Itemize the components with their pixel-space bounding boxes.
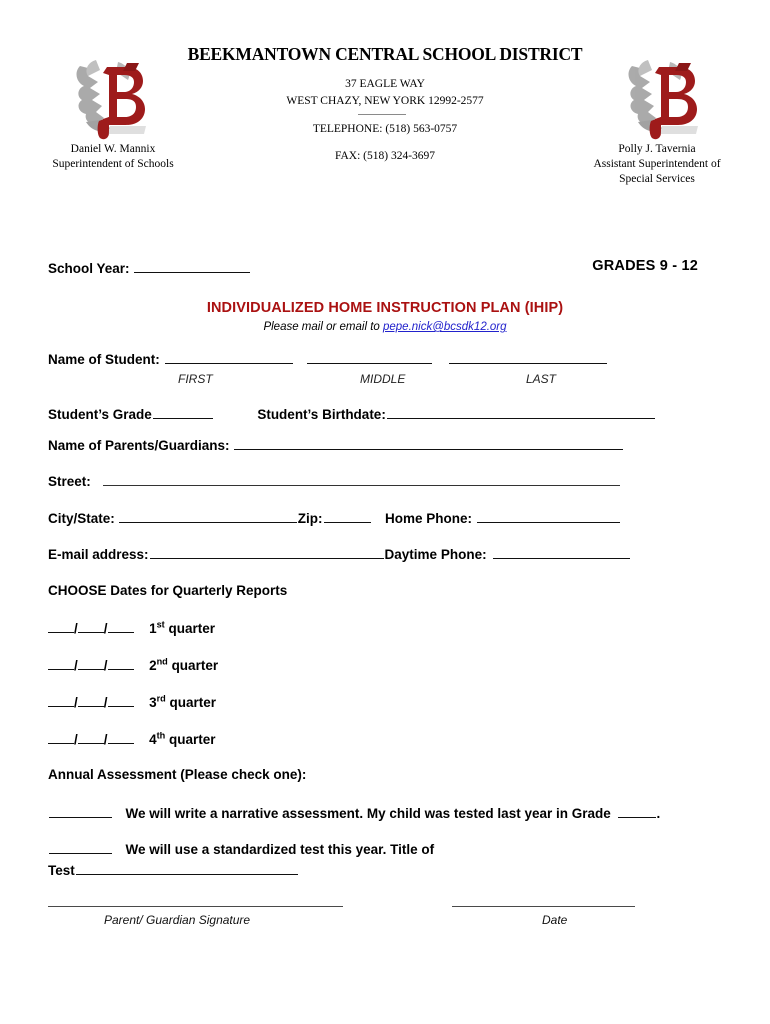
page-title: INDIVIDUALIZED HOME INSTRUCTION PLAN (IHIP) xyxy=(206,300,564,316)
student-name-row xyxy=(48,350,608,367)
student-last-name-input[interactable] xyxy=(449,350,607,364)
student-middle-name-input[interactable] xyxy=(307,350,432,364)
q3-year-input[interactable] xyxy=(108,694,134,707)
q1-suffix: st xyxy=(156,619,165,630)
option1-period: . xyxy=(656,806,661,821)
district-logo-left xyxy=(66,42,158,142)
student-first-name-input[interactable] xyxy=(165,350,293,364)
q1-year-input[interactable] xyxy=(108,620,134,633)
option1-checkbox-line[interactable] xyxy=(49,804,112,818)
contact-email-link[interactable]: pepe.nick@bcsdk12.org xyxy=(382,321,507,333)
q4-ordinal: 4 xyxy=(149,732,157,747)
officer-right-title-2: Special Services xyxy=(619,173,695,185)
q3-label: quarter xyxy=(169,695,217,710)
parents-input[interactable] xyxy=(234,436,623,450)
subtitle-prefix: Please mail or email to xyxy=(263,321,383,333)
parents-label: Name of Parents/Guardians: xyxy=(48,438,230,453)
street-label: Street: xyxy=(48,474,91,489)
option1-text: We will write a narrative assessment. My child was tested last year in Grade xyxy=(125,806,611,821)
logo-shadow xyxy=(108,126,146,134)
email-input[interactable] xyxy=(150,545,384,559)
q3-suffix: rd xyxy=(156,693,166,704)
option1-grade-input[interactable] xyxy=(618,804,656,818)
option2-checkbox-line[interactable] xyxy=(49,840,112,854)
student-name-label: Name of Student: xyxy=(48,352,160,367)
q2-year-input[interactable] xyxy=(108,657,134,670)
officer-left-name: Daniel W. Mannix xyxy=(70,143,156,155)
grade-birthdate-row xyxy=(48,405,656,422)
student-grade-label: Student’s Grade xyxy=(48,407,152,422)
quarter-row-2: / / 2nd quarter xyxy=(48,657,218,673)
officer-right-name: Polly J. Tavernia xyxy=(618,143,696,155)
q4-label: quarter xyxy=(169,732,216,747)
city-state-row xyxy=(48,509,621,526)
q4-day-input[interactable] xyxy=(78,731,104,744)
test-title-input[interactable] xyxy=(76,861,298,875)
student-birthdate-label: Student’s Birthdate: xyxy=(257,407,386,422)
signature-label: Parent/ Guardian Signature xyxy=(104,913,251,927)
letterhead-header xyxy=(0,0,770,200)
q3-day-input[interactable] xyxy=(78,694,104,707)
q1-day-input[interactable] xyxy=(78,620,104,633)
date-label: Date xyxy=(542,913,568,927)
test-label: Test xyxy=(48,863,75,878)
header-divider xyxy=(358,114,406,115)
quarter-row-4: / / 4th quarter xyxy=(48,731,216,747)
option2-text: We will use a standardized test this year. Title of xyxy=(125,842,435,857)
q2-suffix: nd xyxy=(156,656,168,667)
signature-line[interactable] xyxy=(48,906,343,907)
school-year-label: School Year: xyxy=(48,261,130,276)
street-row xyxy=(48,472,621,489)
street-input[interactable] xyxy=(103,472,620,486)
officer-right-title-1: Assistant Superintendent of xyxy=(593,158,721,170)
email-row xyxy=(48,545,631,562)
zip-input[interactable] xyxy=(324,509,371,523)
q4-suffix: th xyxy=(156,730,166,741)
email-label: E-mail address: xyxy=(48,547,149,562)
assessment-option-1 xyxy=(48,804,660,821)
q1-month-input[interactable] xyxy=(48,620,74,633)
student-birthdate-input[interactable] xyxy=(387,405,655,419)
label-middle: MIDDLE xyxy=(360,372,406,386)
telephone-line: TELEPHONE: (518) 563-0757 xyxy=(312,123,458,135)
officer-left-title: Superintendent of Schools xyxy=(52,158,174,170)
fax-line: FAX: (518) 324-3697 xyxy=(334,150,436,162)
home-phone-input[interactable] xyxy=(477,509,620,523)
parents-row xyxy=(48,436,624,453)
home-phone-label: Home Phone: xyxy=(385,511,473,526)
q4-year-input[interactable] xyxy=(108,731,134,744)
choose-dates-heading: CHOOSE Dates for Quarterly Reports xyxy=(48,583,288,598)
address-line-2: WEST CHAZY, NEW YORK 12992-2577 xyxy=(286,95,484,107)
q2-label: quarter xyxy=(171,658,219,673)
officer-left xyxy=(28,142,198,172)
annual-assessment-heading: Annual Assessment (Please check one): xyxy=(48,767,307,782)
district-logo-right xyxy=(618,42,710,142)
q1-ordinal: 1 xyxy=(149,621,157,636)
q2-day-input[interactable] xyxy=(78,657,104,670)
school-year-input[interactable] xyxy=(134,259,250,273)
student-grade-input[interactable] xyxy=(153,405,213,419)
q2-month-input[interactable] xyxy=(48,657,74,670)
daytime-phone-label: Daytime Phone: xyxy=(384,547,487,562)
school-year-row xyxy=(48,259,251,276)
label-last: LAST xyxy=(526,372,557,386)
city-state-label: City/State: xyxy=(48,511,115,526)
page-subtitle xyxy=(0,321,770,333)
city-state-input[interactable] xyxy=(119,509,297,523)
logo-shadow xyxy=(660,126,698,134)
grades-label: GRADES 9 - 12 xyxy=(592,258,698,274)
q1-label: quarter xyxy=(168,621,216,636)
test-title-row xyxy=(48,861,299,878)
officer-right xyxy=(572,142,742,187)
q3-ordinal: 3 xyxy=(149,695,157,710)
quarter-row-3: / / 3rd quarter xyxy=(48,694,216,710)
quarter-row-1: / / 1st quarter xyxy=(48,620,215,636)
q4-month-input[interactable] xyxy=(48,731,74,744)
district-title: BEEKMANTOWN CENTRAL SCHOOL DISTRICT xyxy=(187,44,583,64)
zip-label: Zip: xyxy=(297,511,323,526)
date-line[interactable] xyxy=(452,906,635,907)
label-first: FIRST xyxy=(178,372,213,386)
q2-ordinal: 2 xyxy=(149,658,157,673)
assessment-option-2 xyxy=(48,840,434,857)
address-line-1: 37 EAGLE WAY xyxy=(345,78,425,90)
daytime-phone-input[interactable] xyxy=(493,545,630,559)
q3-month-input[interactable] xyxy=(48,694,74,707)
